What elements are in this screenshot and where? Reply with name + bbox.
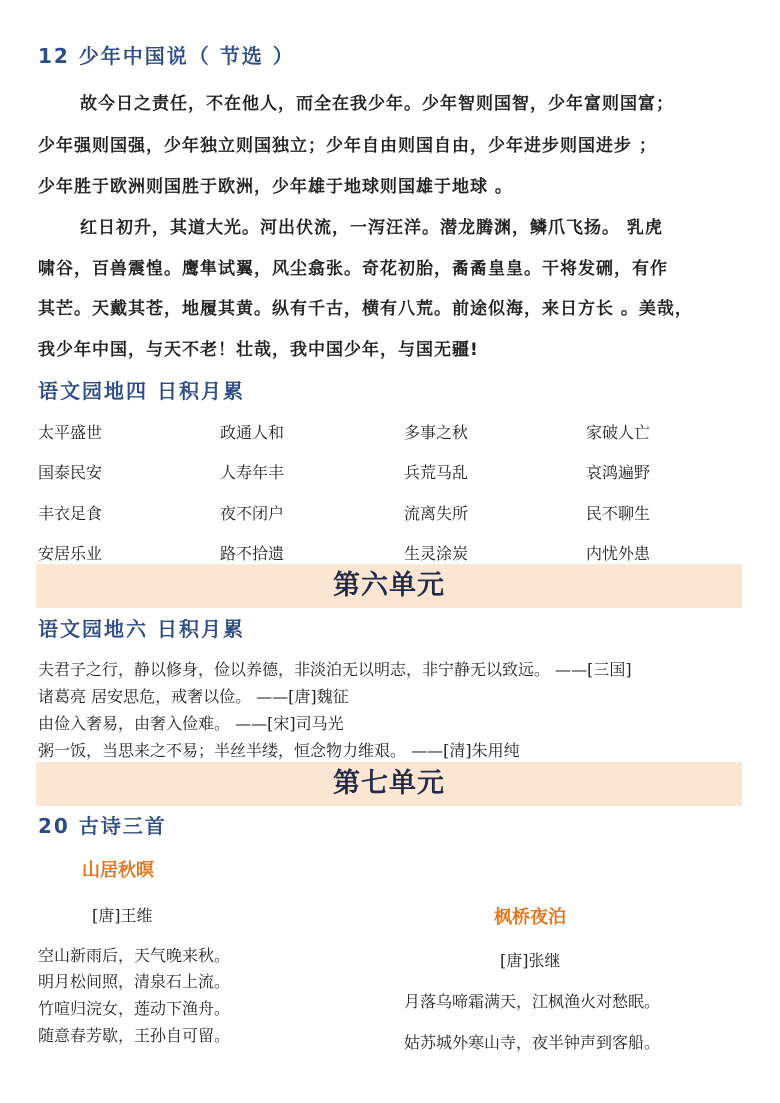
idiom-item: 丰衣足食 [38, 504, 103, 523]
poem-author: [唐]张继 [500, 951, 561, 970]
idiom-item: 安居乐业 [38, 544, 103, 563]
poem-title: 山居秋暝 [82, 860, 154, 881]
poem-line: 明月松间照，清泉石上流。 [38, 972, 231, 991]
poem-title: 枫桥夜泊 [494, 907, 566, 928]
poem-line: 姑苏城外寒山寺，夜半钟声到客船。 [404, 1033, 661, 1052]
idiom-item: 政通人和 [220, 423, 285, 442]
idiom-item: 民不聊生 [586, 504, 651, 523]
idiom-item: 哀鸿遍野 [586, 463, 651, 482]
poem-line: 空山新雨后，天气晚来秋。 [38, 946, 231, 965]
section-heading-garden6: 语文园地六 日积月累 [38, 617, 245, 641]
paragraph-line: 啸谷，百兽震惶。鹰隼试翼，风尘翕张。奇花初胎，矞矞皇皇。干将发硎，有作 [38, 259, 668, 279]
idiom-item: 太平盛世 [38, 423, 103, 442]
idiom-item: 路不拾遗 [220, 544, 285, 563]
idiom-item: 多事之秋 [404, 423, 469, 442]
poem-line: 随意春芳歇，王孙自可留。 [38, 1026, 231, 1045]
paragraph-line: 其芒。天戴其苍，地履其黄。纵有千古，横有八荒。前途似海，来日方长 。美哉， [38, 299, 693, 319]
idiom-item: 国泰民安 [38, 463, 103, 482]
poem-line: 竹喧归浣女，莲动下渔舟。 [38, 999, 231, 1018]
paragraph-line: 少年强则国强，少年独立则国独立；少年自由则国自由，少年进步则国进步 ； [38, 136, 657, 156]
unit-banner-title: 第六单元 [333, 570, 445, 601]
idiom-item: 家破人亡 [586, 423, 651, 442]
idiom-item: 生灵涂炭 [404, 544, 469, 563]
idiom-item: 兵荒马乱 [404, 463, 469, 482]
idiom-item: 人寿年丰 [220, 463, 285, 482]
idiom-item: 内忧外患 [586, 544, 651, 563]
unit-banner-6 [36, 564, 742, 608]
unit-banner-7 [36, 762, 742, 806]
idiom-item: 夜不闭户 [220, 504, 285, 523]
poem-line: 月落乌啼霜满天，江枫渔火对愁眠。 [404, 992, 661, 1011]
unit-banner-title: 第七单元 [333, 768, 445, 799]
quote-line: 由俭入奢易，由奢入俭难。 ——[宋]司马光 [38, 714, 344, 733]
section-heading-20: 20 古诗三首 [38, 814, 167, 838]
section-heading-12: 12 少年中国说（ 节选 ） [38, 44, 295, 68]
section-heading-garden4: 语文园地四 日积月累 [38, 379, 245, 403]
quote-line: 诸葛亮 居安思危，戒奢以俭。 ——[唐]魏征 [38, 687, 349, 706]
paragraph-line: 故今日之责任，不在他人，而全在我少年。少年智则国智，少年富则国富； [80, 94, 674, 114]
paragraph-line: 我少年中国，与天不老！壮哉，我中国少年，与国无疆! [38, 340, 479, 360]
quote-line: 粥一饭，当思来之不易；半丝半缕，恒念物力维艰。 ——[清]朱用纯 [38, 741, 520, 760]
idiom-item: 流离失所 [404, 504, 469, 523]
quote-line: 夫君子之行，静以修身，俭以养德，非淡泊无以明志，非宁静无以致远。 ——[三国] [38, 660, 632, 679]
poem-author: [唐]王维 [92, 906, 153, 925]
paragraph-line: 红日初升，其道大光。河出伏流，一泻汪洋。潜龙腾渊，鳞爪飞扬。 乳虎 [80, 218, 663, 238]
paragraph-line: 少年胜于欧洲则国胜于欧洲，少年雄于地球则国雄于地球 。 [38, 177, 513, 197]
